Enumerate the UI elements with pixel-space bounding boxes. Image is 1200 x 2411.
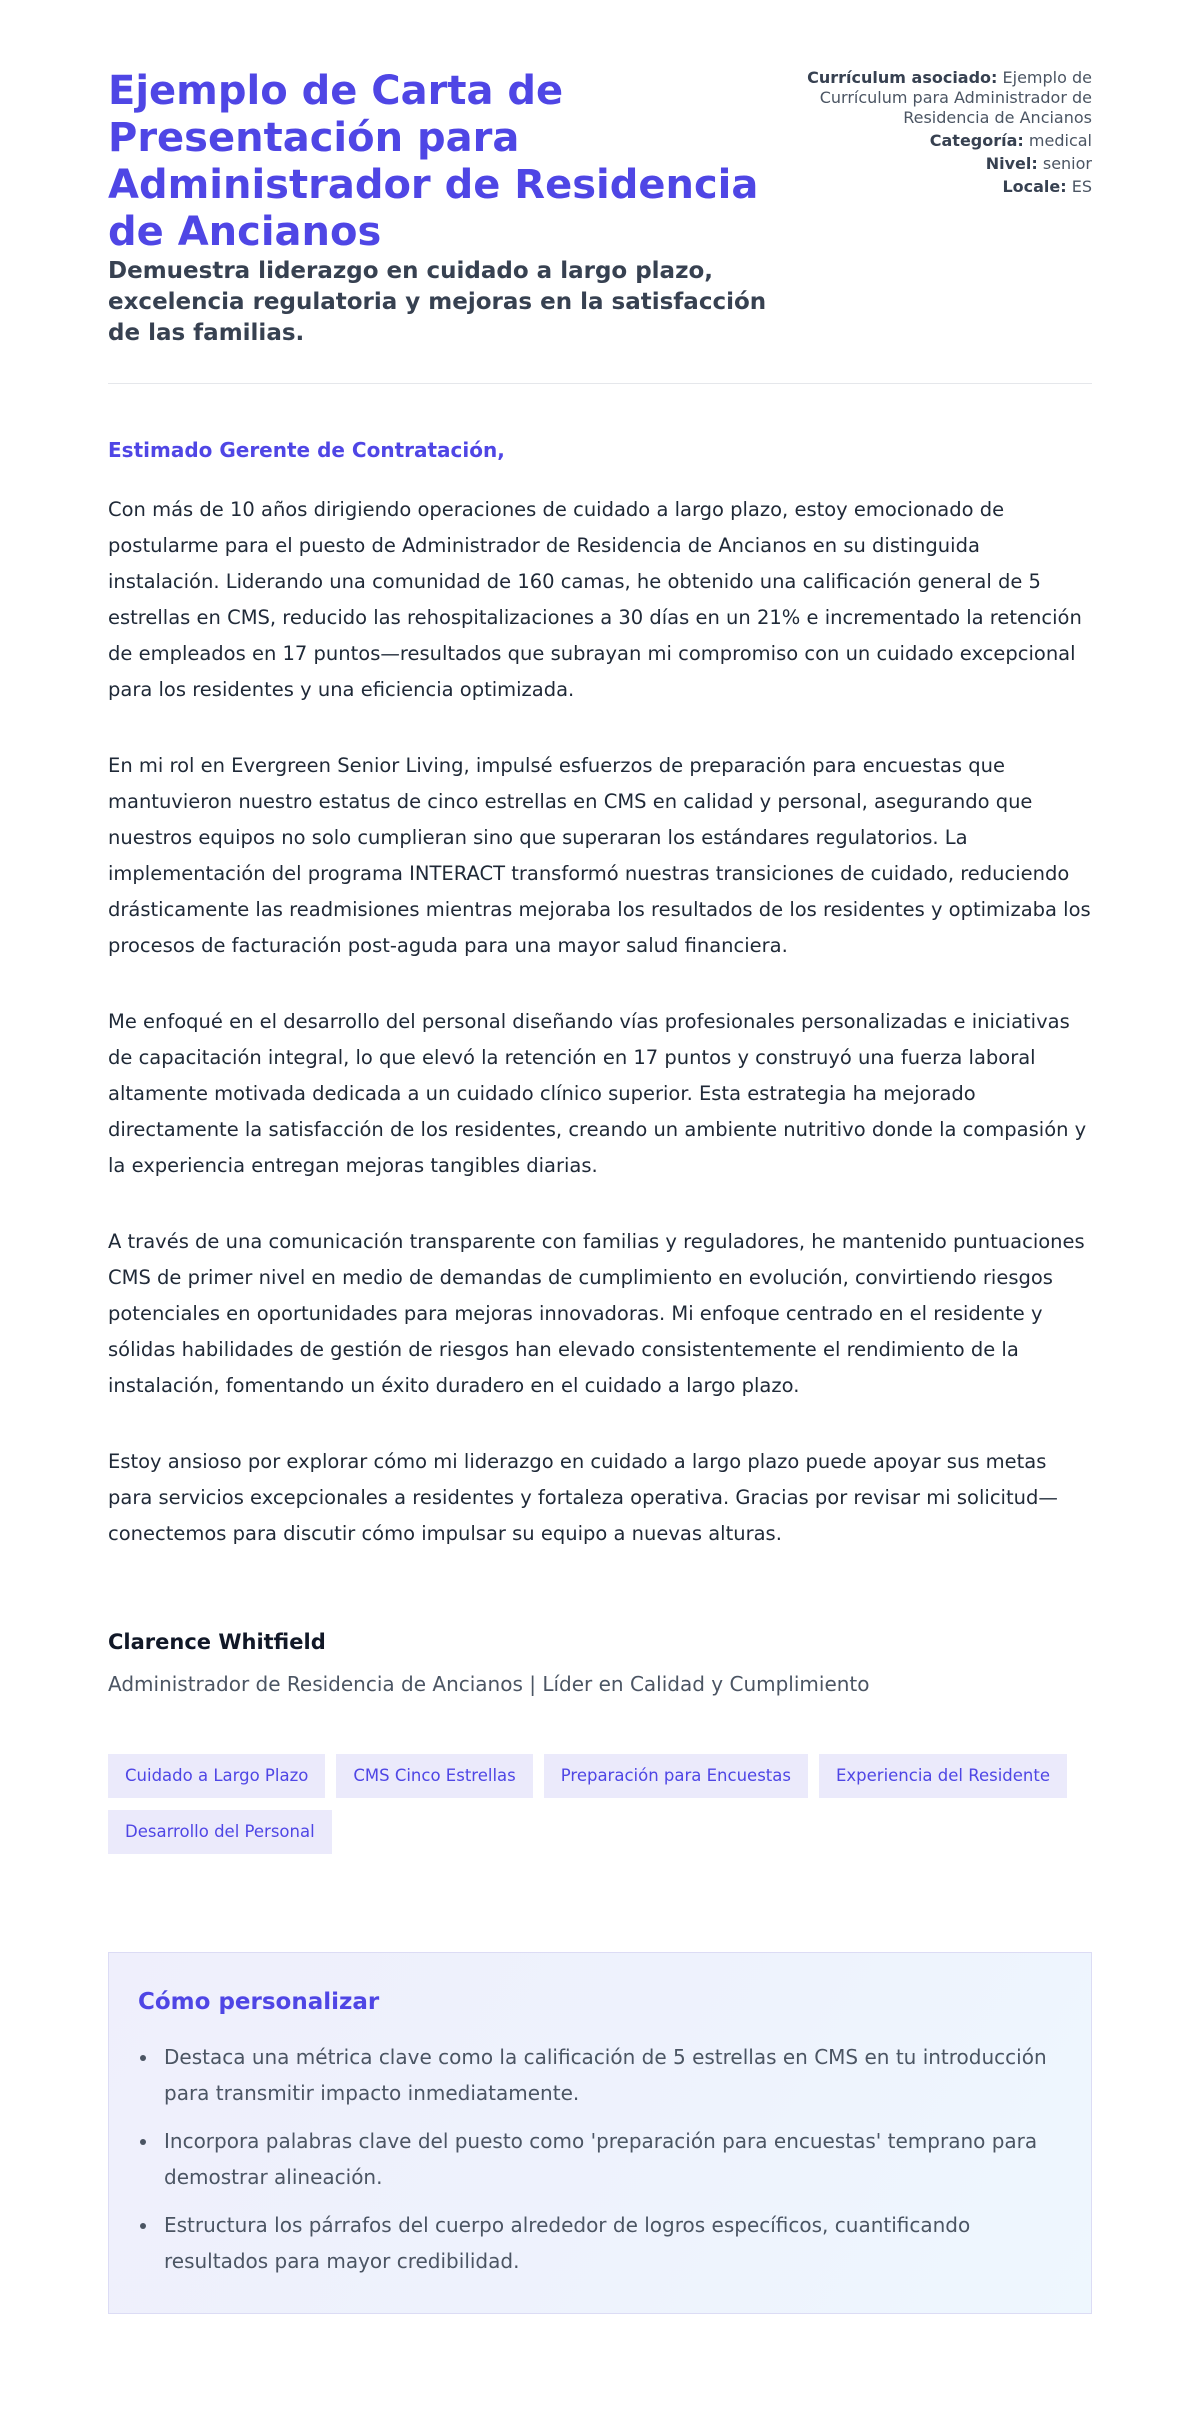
signature-block — [108, 1628, 1092, 1698]
tag-survey-readiness[interactable]: Preparación para Encuestas — [544, 1754, 808, 1798]
meta-category-label: Categoría: — [929, 131, 1024, 150]
meta-category-value: medical — [1028, 131, 1092, 150]
metadata-panel — [792, 68, 1092, 197]
customization-tips-box — [108, 1952, 1092, 2314]
meta-resume-value: Ejemplo de Currículum para Administrador de Residencia de Ancianos — [819, 68, 1092, 127]
paragraph-experience: En mi rol en Evergreen Senior Living, impulsé esfuerzos de preparación para encuestas que mantuvieron nuestro estatus de cinco estrellas en CMS en calidad y personal, asegurando que nuestros equipos no solo cumplieran sino que superaran los estándares regulatorios. La implementación del programa INTERACT transformó nuestras transiciones de cuidado, reduciendo drásticamente las readmisiones mientras mejoraba los resultados de los residentes y optimizaba los procesos de facturación post-aguda para una mayor salud financiera. — [108, 754, 1091, 957]
header-title-block — [108, 68, 768, 349]
tip-text: Destaca una métrica clave como la calificación de 5 estrellas en CMS en tu introducción para transmitir impacto inmediatamente. — [164, 2045, 1047, 2105]
meta-level-label: Nivel: — [985, 154, 1038, 173]
bullet-icon — [140, 2223, 146, 2229]
meta-locale-label: Locale: — [1002, 177, 1067, 196]
signature-name: Clarence Whitfield — [108, 1630, 326, 1654]
bullet-icon — [140, 2139, 146, 2145]
tag-cms-five-star[interactable]: CMS Cinco Estrellas — [336, 1754, 532, 1798]
tag-long-term-care[interactable]: Cuidado a Largo Plazo — [108, 1754, 325, 1798]
tip-item — [138, 2039, 1062, 2111]
meta-associated-resume — [792, 68, 1092, 128]
tips-list — [138, 2039, 1062, 2279]
letter-body — [108, 436, 1092, 1698]
tip-text: Incorpora palabras clave del puesto como 'preparación para encuestas' temprano para demostrar alineación. — [164, 2129, 1038, 2189]
meta-category — [792, 131, 1092, 151]
paragraph-staff-development: Me enfoqué en el desarrollo del personal diseñando vías profesionales personalizadas e iniciativas de capacitación integral, lo que elevó la retención en 17 puntos y construyó una fuerza laboral altamente motivada dedicada a un cuidado clínico superior. Esta estrategia ha mejorado directamente la satisfacción de los residentes, creando un ambiente nutritivo donde la compasión y la experiencia entregan mejoras tangibles diarias. — [108, 1010, 1087, 1177]
signature-title: Administrador de Residencia de Ancianos | Líder en Calidad y Cumplimiento — [108, 1672, 870, 1696]
tag-staff-development[interactable]: Desarrollo del Personal — [108, 1810, 332, 1854]
paragraph-closing: Estoy ansioso por explorar cómo mi liderazgo en cuidado a largo plazo puede apoyar sus metas para servicios excepcionales a residentes y fortaleza operativa. Gracias por revisar mi solicitud—conectemos para discutir cómo impulsar su equipo a nuevas alturas. — [108, 1450, 1058, 1545]
tip-text: Estructura los párrafos del cuerpo alrededor de logros específicos, cuantificando resultados para mayor credibilidad. — [164, 2213, 971, 2273]
meta-level-value: senior — [1042, 154, 1092, 173]
tip-item — [138, 2207, 1062, 2279]
salutation: Estimado Gerente de Contratación, — [108, 438, 505, 462]
tip-item — [138, 2123, 1062, 2195]
meta-level — [792, 154, 1092, 174]
meta-locale — [792, 177, 1092, 197]
meta-resume-label: Currículum asociado: — [807, 68, 998, 87]
paragraph-intro: Con más de 10 años dirigiendo operaciones de cuidado a largo plazo, estoy emocionado de postularme para el puesto de Administrador de Residencia de Ancianos en su distinguida instalación. Liderando una comunidad de 160 camas, he obtenido una calificación general de 5 estrellas en CMS, reducido las rehospitalizaciones a 30 días en un 21% e incrementado la retención de empleados en 17 puntos—resultados que subrayan mi compromiso con un cuidado excepcional para los residentes y una eficiencia optimizada. — [108, 498, 1082, 701]
page-title: Ejemplo de Carta de Presentación para Administrador de Residencia de Ancianos — [108, 68, 759, 255]
meta-locale-value: ES — [1071, 177, 1092, 196]
page-subtitle: Demuestra liderazgo en cuidado a largo plazo, excelencia regulatoria y mejoras en la satisfacción de las familias. — [108, 258, 767, 346]
letter-paragraphs — [108, 492, 1092, 1552]
bullet-icon — [140, 2055, 146, 2061]
paragraph-communication: A través de una comunicación transparente con familias y reguladores, he mantenido puntuaciones CMS de primer nivel en medio de demandas de cumplimiento en evolución, convirtiendo riesgos potenciales en oportunidades para mejoras innovadoras. Mi enfoque centrado en el residente y sólidas habilidades de gestión de riesgos han elevado consistentemente el rendimiento de la instalación, fomentando un éxito duradero en el cuidado a largo plazo. — [108, 1230, 1085, 1397]
skill-tags — [108, 1754, 1098, 1854]
page-header — [108, 68, 1092, 384]
tag-resident-experience[interactable]: Experiencia del Residente — [819, 1754, 1067, 1798]
tips-title: Cómo personalizar — [138, 1989, 380, 2015]
